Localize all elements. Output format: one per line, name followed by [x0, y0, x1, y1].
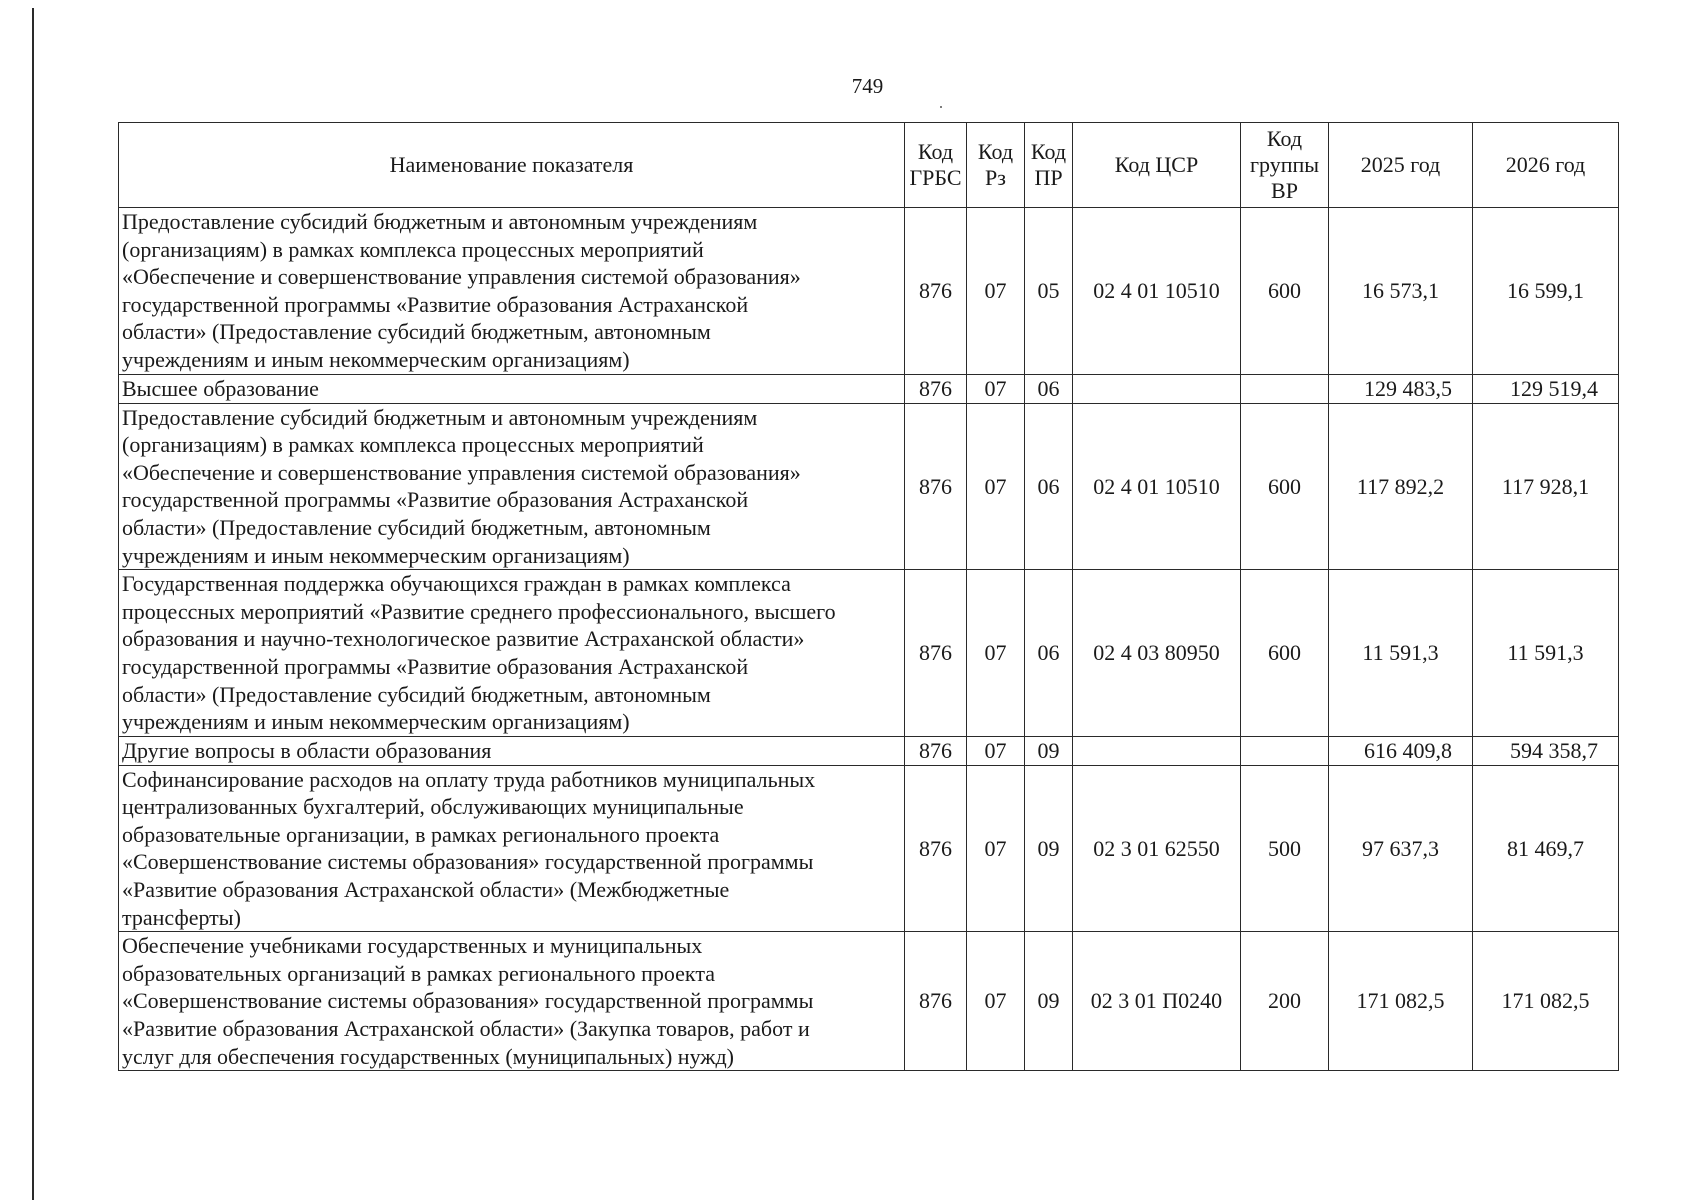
header-rz: Код Рз	[967, 123, 1025, 208]
cell-name	[119, 932, 905, 1071]
table-row-subtotal	[119, 374, 1619, 403]
cell-csr	[1073, 736, 1241, 765]
cell-2026: 129 519,4	[1473, 374, 1619, 403]
table-row-subtotal	[119, 736, 1619, 765]
table-row	[119, 765, 1619, 932]
cell-2025: 616 409,8	[1329, 736, 1473, 765]
cell-vr	[1241, 374, 1329, 403]
cell-rz: 07	[967, 932, 1025, 1071]
cell-grbs: 876	[905, 374, 967, 403]
header-name: Наименование показателя	[119, 123, 905, 208]
cell-2025: 97 637,3	[1329, 765, 1473, 932]
table-row	[119, 403, 1619, 570]
cell-grbs: 876	[905, 403, 967, 570]
cell-csr: 02 3 01 П0240	[1073, 932, 1241, 1071]
header-vr: Код группы ВР	[1241, 123, 1329, 208]
cell-rz: 07	[967, 570, 1025, 737]
cell-2026: 117 928,1	[1473, 403, 1619, 570]
row-name-text: Предоставление субсидий бюджетным и автономным учреждениям (организациям) в рамках комплекса процессных мероприятий «Обеспечение и совершенствование управления системой образования» государственной программы «Развитие образования Астраханской области» (Предоставление субсидий бюджетным, автономным учреждениям и иным некоммерческим организациям)	[122, 404, 801, 568]
cell-grbs: 876	[905, 932, 967, 1071]
page-number: 749	[851, 74, 884, 98]
cell-csr	[1073, 374, 1241, 403]
cell-2026: 594 358,7	[1473, 736, 1619, 765]
cell-vr: 600	[1241, 208, 1329, 375]
cell-pr: 06	[1025, 403, 1073, 570]
cell-2025: 171 082,5	[1329, 932, 1473, 1071]
cell-grbs: 876	[905, 736, 967, 765]
cell-2026: 171 082,5	[1473, 932, 1619, 1071]
cell-2026: 11 591,3	[1473, 570, 1619, 737]
cell-2025: 117 892,2	[1329, 403, 1473, 570]
scan-left-edge	[32, 8, 34, 1200]
table-row	[119, 932, 1619, 1071]
cell-name: Высшее образование	[119, 374, 905, 403]
cell-2025: 129 483,5	[1329, 374, 1473, 403]
cell-2025: 11 591,3	[1329, 570, 1473, 737]
cell-vr: 600	[1241, 570, 1329, 737]
cell-name	[119, 570, 905, 737]
cell-pr: 09	[1025, 765, 1073, 932]
header-2025: 2025 год	[1329, 123, 1473, 208]
cell-vr: 200	[1241, 932, 1329, 1071]
cell-vr	[1241, 736, 1329, 765]
row-name-text: Софинансирование расходов на оплату труда работников муниципальных централизованных бухгалтерий, обслуживающих муниципальные образовательные организации, в рамках регионального проекта «Совершенствование системы образования» государственной программы «Развитие образования Астраханской области» (Межбюджетные трансферты)	[122, 766, 816, 930]
table-row	[119, 570, 1619, 737]
cell-2025: 16 573,1	[1329, 208, 1473, 375]
cell-2026: 16 599,1	[1473, 208, 1619, 375]
cell-name	[119, 208, 905, 375]
cell-vr: 500	[1241, 765, 1329, 932]
table-header-row	[119, 123, 1619, 208]
cell-rz: 07	[967, 765, 1025, 932]
cell-pr: 09	[1025, 736, 1073, 765]
cell-vr: 600	[1241, 403, 1329, 570]
table-row	[119, 208, 1619, 375]
cell-rz: 07	[967, 736, 1025, 765]
row-name-text: Обеспечение учебниками государственных и муниципальных образовательных организаций в рамках регионального проекта «Совершенствование системы образования» государственной программы «Развитие образования Астраханской области» (Закупка товаров, работ и услуг для обеспечения государственных (муниципальных) нужд)	[122, 933, 814, 1069]
cell-grbs: 876	[905, 208, 967, 375]
header-csr: Код ЦСР	[1073, 123, 1241, 208]
row-name-text: Государственная поддержка обучающихся граждан в рамках комплекса процессных мероприятий «Развитие среднего профессионального, высшего образования и научно-технологическое развитие Астраханской области» государственной программы «Развитие образования Астраханской области» (Предоставление субсидий бюджетным, автономным учреждениям и иным некоммерческим организациям)	[122, 571, 836, 735]
scan-dot	[940, 106, 942, 108]
budget-table	[118, 122, 1619, 1071]
cell-pr: 05	[1025, 208, 1073, 375]
cell-pr: 06	[1025, 374, 1073, 403]
cell-csr: 02 4 01 10510	[1073, 208, 1241, 375]
header-grbs: Код ГРБС	[905, 123, 967, 208]
cell-rz: 07	[967, 208, 1025, 375]
cell-grbs: 876	[905, 765, 967, 932]
cell-pr: 06	[1025, 570, 1073, 737]
cell-pr: 09	[1025, 932, 1073, 1071]
row-name-text: Предоставление субсидий бюджетным и автономным учреждениям (организациям) в рамках комплекса процессных мероприятий «Обеспечение и совершенствование управления системой образования» государственной программы «Развитие образования Астраханской области» (Предоставление субсидий бюджетным, автономным учреждениям и иным некоммерческим организациям)	[122, 209, 801, 372]
header-2026: 2026 год	[1473, 123, 1619, 208]
cell-rz: 07	[967, 403, 1025, 570]
header-pr: Код ПР	[1025, 123, 1073, 208]
cell-name: Другие вопросы в области образования	[119, 736, 905, 765]
cell-csr: 02 4 01 10510	[1073, 403, 1241, 570]
cell-csr: 02 3 01 62550	[1073, 765, 1241, 932]
cell-name	[119, 403, 905, 570]
cell-name	[119, 765, 905, 932]
cell-rz: 07	[967, 374, 1025, 403]
cell-grbs: 876	[905, 570, 967, 737]
cell-csr: 02 4 03 80950	[1073, 570, 1241, 737]
cell-2026: 81 469,7	[1473, 765, 1619, 932]
